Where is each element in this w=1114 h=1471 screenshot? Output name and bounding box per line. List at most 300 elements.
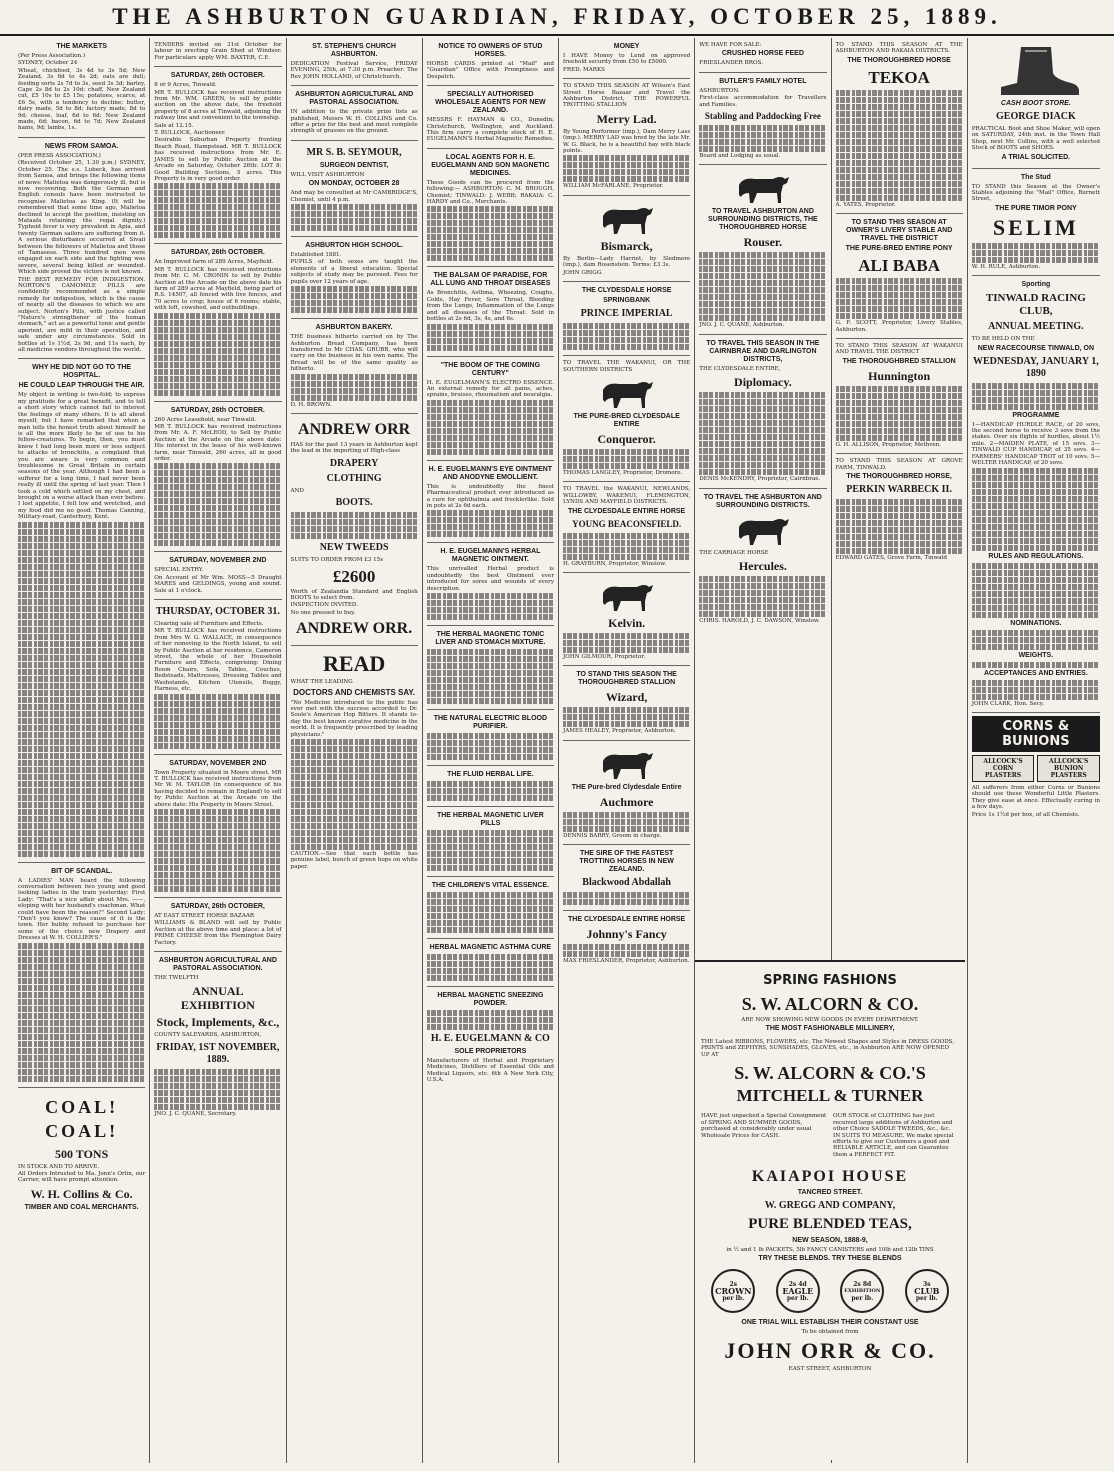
diplomacy-sig: DENIS McKENDRY, Proprietor, Cairnbrae. [699,476,821,483]
coal-orders: All Orders Intrusted to Ma. Jonn's Orlin, our Carrier, will have prompt attention. [18,1171,146,1184]
auction-4-date: SATURDAY, 26th OCTOBER. [170,406,265,414]
boom-ad [427,357,554,461]
dentist-name: MR S. B. SEYMOUR, [306,146,402,158]
auction-5-sub: SPECIAL ENTRY. [154,567,204,574]
column-3 [287,38,423,1463]
tinwald-ad [972,276,1100,713]
agpast-text: IN addition to the private prize lists as published, Messrs W. H. COLLINS and Co. offer a prize for the best and most complete strength of grasses on the ground. [290,109,418,135]
tender-text: TENDERS invited on 31st October for labour in erecting Grain Shed at Windsor. For particulars apply WM. BAXTER, C.E. [154,42,282,61]
bismarck-text: By Berlin—Lady Harriet, by Sledmere (imp.), dam Rosenstein. Terms: £3 3s. [563,255,691,269]
kaiapoi-street: TANCRED STREET. [797,1188,863,1196]
show-ad [154,952,281,1122]
alibaba-ad [836,214,963,339]
auction-8-date: SATURDAY, 26th OCTOBER, [170,902,265,910]
tekoa-intro: TO STAND THIS SEASON AT THE ASHBURTON AND RAKAIA DISTRICTS. [835,42,963,55]
rouser-heading: TO TRAVEL ASHBURTON AND SURROUNDING DISTRICTS, THE THOROUGHBRED HORSE [708,208,818,232]
church-heading: ST. STEPHEN'S CHURCH ASHBURTON. [312,43,396,58]
selim-intro: TO STAND this Season at the Owner's Stables adjoining the "Mail" Office, Burnett Street, [971,183,1100,203]
markets-heading: THE MARKETS [56,43,107,50]
markets-text: Wheat, chickfeed, 3s 4d to 3s 5d; New Zealand, 3s 6d to 4s 2d; oats are dull; feeding sorts 2s 7d to 3s, seed 3s 3d; barley, Cape 2s 8d to 2s 10d; chaff, New Zealand cut, £5 10s to £5 15s; potatoes, scarce, at £6 5s, with a tendency to decline; butter, dairy made, 5d to 8d; factory made, 8d to 9d; cheese, loaf, 6d to 6d; New Zealand made, 6d; bacon, 6d to 7d; New Zealand hams, 9d; lambs, 1s. [18,67,146,132]
auction-3-sub: An Improved farm of 289 Acres, Mayfield. [154,259,274,266]
paradise-text: As Bronchitis, Asthma, Wheezing, Coughs, Colds, Hay Fever, Sore Throat, Bleeding from the Lungs, Inflammation of the Lungs and all diseases of the Throat. Sold in bottles at 2s 6d, 3s, 4s, and 6s. [426,290,554,323]
horse-illustration-icon [597,202,657,236]
tea-name: CLUB [914,1285,940,1296]
crushed-intro: WE HAVE FOR SALE: [699,42,762,48]
scandal-heading: BIT OF SCANDAL. [51,867,113,875]
auction-1-sig: T. BULLOCK, Auctioneer. [154,130,226,137]
kelvin-sig: JOHN GILMOUR, Proprietor. [563,653,646,660]
agpast-ad [291,86,418,141]
auction-4 [154,402,281,553]
bismarck-sig: JOHN GRIGG. [563,269,603,276]
corns-price: Price 1s 1½d per box, of all Chemists. [971,811,1080,818]
paradise-ad [427,267,554,356]
eye-heading: H. E. EUGELMANN'S EYE OINTMENT AND ANODYNE EMOLLIENT. [428,465,553,481]
money-ad [563,38,690,79]
auction-7-text: Town Property situated in Moore street. MR T. BULLOCK has received instructions from Mr W. M. TAYLOR (in consequence of his having decided to remain in England) to sell by Public Auction at the Arcade on the above date: His Property in Moore Street. [154,769,282,808]
tekoa-sig: A. YATES, Proprietor. [835,201,896,208]
coal-heading: COAL! COAL! [45,1096,119,1141]
tea-seal-crown [711,1269,755,1313]
dentist-ad [291,141,418,237]
race-text: 1—HANDICAP HURDLE RACE, of 20 sovs, the second horse to receive 3 sovs from the stakes. Over six flights of hurdles, about 1½ mile. 2—MAIDEN PLATE, of 15 sovs. 3—TINWALD CUP HANDICAP, of 35 sovs. 4—FARMERS' HANDICAP TROT of 10 sovs. 5—WELTER HANDICAP, of 20 sovs. [971,421,1100,467]
school-ad [291,237,418,319]
pills-ad [427,807,554,877]
bismarck-ad [563,196,690,282]
show-date: FRIDAY, 1ST NOVEMBER, 1889. [156,1041,280,1065]
show-annual: ANNUAL EXHIBITION [180,984,255,1013]
orr-ad [291,414,418,646]
hercules-sub: THE CARRIAGE HORSE [699,549,769,556]
hunnington-name: Hunnington [868,368,931,383]
auction-1-text: MR T. BULLOCK has received instructions from Mr. WM. GREEN, to sell by public auction on the above date, the freehold property of 8 acres at Tinwald, adjoining the railway line and convenient to the township. [154,89,282,122]
beaconsfield-name: YOUNG BEACONSFIELD. [572,518,682,529]
merry-lad-sig: WILLIAM McFARLANE, Proprietor. [563,183,664,190]
hospital-subheading: HE COULD LEAP THROUGH THE AIR. [18,382,145,390]
read-sub: WHAT THE LEADING [290,679,353,686]
stud-notice-text: HORSE CARDS printed at "Mail" and "Guardian" Office with Promptness and Despatch. [426,61,554,80]
stud-notice-heading: NOTICE TO OWNERS OF STUD HORSES. [438,43,543,58]
horse-illustration-icon [733,513,793,547]
corns-heading: CORNS & BUNIONS [972,716,1100,752]
tea-seal-exhibition [840,1269,884,1313]
wizard-sig: JAMES HEALEY, Proprietor, Ashburton. [563,728,676,735]
boom-text: H. E. EUGELMANN'S ELECTRO ESSENCE. An external remedy for all pains, aches, sprains, bruises, rheumatism and neuralgia. [426,379,554,399]
blackwood-ad [563,845,690,911]
conqueror-name: Conqueror. [597,431,656,446]
asthma-ad [427,939,554,987]
bakery-sig: D. H. BROWN. [290,401,332,408]
agpast-heading: ASHBURTON AGRICULTURAL AND PASTORAL ASSOCIATION. [295,91,414,107]
boom-heading: "THE BOOM OF THE COMING CENTURY" [440,361,541,377]
rouser-name: Rouser. [743,235,783,250]
column-5 [559,38,695,1463]
conqueror-ad [563,356,690,482]
diplomacy-name: Diplomacy. [734,375,792,390]
church-text: DEDICATION Festival Service, FRIDAY EVENING, 25th, at 7.30 p.m. Preacher: The Rev JOHN HOLLAND, of Christchurch. [290,61,418,80]
fluid-ad [427,766,554,807]
eye-text: This is undoubtedly the finest Pharmaceutical product ever introduced as a cure for ophthalmia and frecklerlike. Sold in pots at 2s 6d each. [426,483,554,509]
church-ad [291,38,418,86]
markets-source: (Per Press Association.) [18,53,86,59]
crushed-heading: CRUSHED HORSE FEED [721,50,804,58]
newspaper-title: THE ASHBURTON GUARDIAN, FRIDAY, OCTOBER 25, 1889. [112,4,1002,29]
blood-ad [427,710,554,766]
coal-tons: 500 TONS [55,1146,109,1161]
stud-notice [427,38,554,86]
children-ad [427,877,554,939]
tea-name: EXHIBITION [844,1287,881,1294]
stabling-heading: Stabling and Paddocking Free [704,111,821,122]
read-text: "No Medicine introduced to the public has ever met with the success accorded to Dr. Soule's American Hop Bitters. It stands to-day the best known curative medicine in the world. It is frequently prescribed by leading physicians." [290,699,418,738]
wizard-heading: TO STAND THIS SEASON THE THOROUGHBRED STALLION [576,671,677,687]
paradise-heading: THE BALSAM OF PARADISE, FOR ALL LUNG AND THROAT DISEASES [430,272,551,288]
column-1 [14,38,150,1463]
selim-name: SELIM [992,214,1079,240]
tea-trial: ONE TRIAL WILL ESTABLISH THEIR CONSTANT USE [741,1319,919,1327]
rules-heading: RULES AND REGULATIONS. [988,552,1084,560]
bottom-ads [695,960,965,1460]
auction-3-date: SATURDAY, 26th OCTOBER. [170,249,265,257]
blackwood-name: Blackwood Abdallah [582,877,671,889]
sneeze-ad [427,987,554,1089]
show-stock: Stock, Implements, &c., [156,1015,280,1030]
johnny-name: Johnny's Fancy [586,927,667,942]
orr-price: £2600 [332,566,376,586]
children-heading: THE CHILDREN'S VITAL ESSENCE. [431,881,550,889]
dentist-text: And may be consulted at Mr CAMBRIDGE'S, Chemist, until 4 p.m. [290,190,418,203]
tea-heading: PURE BLENDED TEAS, [748,1215,912,1232]
perkin-ad [836,454,963,566]
show-grounds: COUNTY SALEYARDS, ASHBURTON, [154,1032,262,1039]
horse-illustration-icon [733,171,793,205]
local-agents-heading: LOCAL AGENTS FOR H. E. EUGELMANN AND SON MAGNETIC MEDICINES. [431,153,550,177]
read-heading: READ [322,651,386,677]
alcorn-sub2: THE MOST FASHIONABLE MILLINERY, [765,1025,895,1033]
show-sig: JNO. J. C. QUANE, Secretary. [154,1110,237,1117]
auchmore-sig: DENNIS BARRY, Groom in charge. [563,832,662,839]
hercules-heading: TO TRAVEL THE ASHBURTON AND SURROUNDING DISTRICTS. [703,493,822,509]
show-assoc: ASHBURTON AGRICULTURAL AND PASTORAL ASSOCIATION. [158,956,277,972]
perkin-heading: THE THOROUGHBRED HORSE, [846,473,952,481]
corns-text: All sufferers from either Corns or Bunions should use these Wonderful Little Plasters. They give ease at once. Effectually curing in a few days. [971,784,1100,811]
merry-lad-intro: TO STAND THIS SEASON AT Wilson's East Street Horse Bazaar and Travel the Ashburton District, THE POWERFUL TROTTING STALLION [563,83,691,109]
proprietor-address: Manufacturers of Herbal and Proprietary Medicines, Distillers of Essential Oils and Medical Liquors, etc. 6th A New York City, U.S.A. [426,1057,554,1084]
alcorn-heading: S. W. ALCORN & CO. [741,994,919,1014]
tea-packets: in ½ and 1 lb PACKETS, 5lb FANCY CANISTERS and 10lb and 12lb TINS [726,1246,934,1253]
hop-bitters-ad [291,646,418,875]
auction-6-text: MR T. BULLOCK has received instructions from Mrs W. G. WALLACE, in consequence of her removing to the North Island, to sell by Public Auction at her residence, Cameron street, the whole of her Household Furniture and Effects, comprising: Dining Room Chairs, Sofa, Tables, Couches, Bedsteads, Mattresses, Dressing Tables and Washstands, Kitchen Utensils, Buggy, Harness, etc. [154,628,282,693]
auction-8 [154,898,281,952]
tender-ad [154,38,281,67]
dentist-will: WILL VISIT ASHBURTON [290,171,365,178]
johnny-heading: THE CLYDESDALE ENTIRE HORSE [568,916,686,924]
samoa-heading: NEWS FROM SAMOA. [44,142,119,150]
proprietor-sole: SOLE PROPRIETORS [454,1047,527,1055]
tea-unit: per lb. [722,1294,745,1302]
tea-price: 3s [922,1280,931,1288]
hunnington-heading: THE THOROUGHBRED STALLION [842,357,956,365]
tinwald-date: WEDNESDAY, JANUARY 1, 1890 [972,355,1099,379]
herbal-ad [427,543,554,626]
johnny-ad [563,911,690,969]
alibaba-name: ALI BABA [858,256,940,276]
hospital-text: My object in writing is two-fold; to express my gratitude for a great benefit, and to tell a short story which cannot fail to interest the feelings of many others. It is all about myself, but I have remarked that when a man tells the honest truth about himself he is all the more likely to be of use to his fellow-creatures. To begin, then, you must know I had long been more or less subject to attacks of bronchitis, a complaint that you are aware is very common and troublesome in Great Britain in certain seasons of the year. Although I had been a sufferer for a long time, I had never been really ill until the spring of last year. Then I took a cold which settled on my chest, and brought on a worse attack than ever before. I lost appetite, I felt low and wretched, and my food did me no good. Thomas Canning, Military-road, Canterbury, Kent. [18,392,146,521]
proprietor-name: H. E. EUGELMANN & CO [430,1032,550,1044]
auction-6 [154,600,281,754]
tekoa-heading: THE THOROUGHBRED HORSE [847,56,951,64]
auction-1-date: SATURDAY, 26th OCTOBER. [170,72,265,80]
corn-plaster-pack: ALLCOCK'S CORN PLASTERS [972,755,1035,782]
nominations-heading: NOMINATIONS. [1010,619,1062,627]
beaconsfield-heading: THE CLYDESDALE ENTIRE HORSE [568,507,686,515]
orr-name: ANDREW ORR [298,420,411,438]
conqueror-intro: TO TRAVEL THE WAKANUI, OR THE SOUTHERN DISTRICTS [563,360,691,373]
alibaba-heading: THE PURE-BRED ENTIRE PONY [845,245,953,253]
bakery-ad [291,319,418,414]
butler-place: ASHBURTON. [699,87,740,94]
diplomacy-sub: THE CLYDESDALE ENTIRE, [699,365,781,372]
column-8 [968,38,1104,1463]
hercules-ad [699,489,826,630]
auction-6-sub: Clearing sale of Furniture and Effects. [154,621,264,628]
boot-store-title: CASH BOOT STORE. [1000,100,1071,107]
dentist-date: ON MONDAY, OCTOBER 28 [308,180,400,188]
auction-6-date: THURSDAY, OCTOBER 31. [155,606,280,618]
butler-ad [699,73,826,166]
orr-tweeds: NEW TWEEDS [319,542,389,554]
auction-1-sale: Sale at 12.15. [154,122,194,129]
tea-price: 2s 8d [853,1280,872,1288]
tea-season: NEW SEASON, 1888-9, [792,1236,868,1244]
orr-press: No one pressed to buy. [290,609,356,616]
alcorn-text: THE Latest RIBBONS, FLOWERS, etc. The Newest Shapes and Styles in DRESS GOODS, PRINTS and ZEPHYRS, SUNSHADES, GLOVES, etc., in Ashburton ARE NOW OPENED UP AT [701,1039,955,1058]
samoa-article [18,138,145,360]
alibaba-sig: G. F. SCOTT, Proprietor, Livery Stables, Ashburton. [835,320,963,333]
agents-text: MESSRS F. HAYMAN & CO., Dunedin; Christchurch, Wellington, and Auckland. This firm carry a complete stock of H. E. EUGELMANN'S Herbal Magnetic Remedies. [426,117,554,143]
auction-3-text: MR T. BULLOCK has received instructions from Mr. C. M. CRONIN to sell by Public Auction at the Arcade on the above date his farm of 289 acres at Mayfield, being part of R.S. 14507, all fenced with live fences, and 70 acres to crop; house of 6 rooms; stable, with loft, cowshed, and outbuildings. [154,266,282,312]
prince-heading: THE CLYDESDALE HORSE [581,287,672,295]
tea-price: 2s [729,1280,738,1288]
butler-text: First-class accommodation for Travellers and Families. [699,95,827,108]
diplomacy-heading: TO TRAVEL THIS SEASON IN THE CAIRNBRAE AND DARLINGTON DISTRICTS, [706,339,820,363]
perkin-intro: TO STAND THIS SEASON AT GROVE FARM, TINWALD. [835,458,963,471]
john-orr-heading: JOHN ORR & CO. [724,1337,936,1363]
tinwald-course: NEW RACECOURSE TINWALD, ON [977,344,1095,352]
acceptances-heading: ACCEPTANCES AND ENTRIES. [983,669,1088,677]
scandal-article [18,863,145,1088]
kelvin-name: Kelvin. [608,615,646,630]
scandal-text: A LADIES' MAN heard the following conversation between two young and good looking ladies in the train yesterday: First Lady: "That's a nice affair about Mrs. ——, eloping with her husband's coachman. What could have been the reason?" Second Lady: "Don't you know? The cause of it is the town. Her hubby refused to purchase her some of the choice new Drapery and Dresses at W. H. COLLIER'S." [18,877,146,942]
caution-text: CAUTION.—See that each bottle has genuine label, bunch of green hops on white paper. [290,851,418,870]
auction-5 [154,552,281,600]
sporting-label: Sporting [1021,281,1051,289]
orr-text: HAS for the past 13 years in Ashburton kept the lead in the importing of High-class [290,441,418,455]
butler-board: Board and Lodging as usual. [699,153,781,160]
coal-ad [18,1088,145,1218]
auction-2-text: Desirable Suburban Property fronting Beach Road, Hampstead. MR T. BULLOCK has received instructions from Mr. E. JAMES to sell by Public Auction at the Arcade on Saturday, October 26th: LOT 8: Good Building Sections, 5 acres. This Property is in very good order. [154,137,282,182]
remedy-text: THE BEST REMEDY FOR INDIGESTION. NORTON'S CAMOMILE PILLS are confidently recommended as a simple remedy for indigestion, which is the cause of nearly all the diseases to which we are subject. Norton's Pills, with justice called "Nature's strengthener of the human stomach," act as a powerful tonic and gentle aperient, are mild in their operation, and safe under any circumstances. Sold in bottles at 1s 1½d, 2s 9d, and 11s each, by all medicine vendors throughout the world. [18,276,146,354]
coal-firm: W. H. Collins & Co. [30,1186,133,1201]
auction-7 [154,755,281,898]
bismarck-name: Bismarck, [600,238,653,253]
conqueror-sig: THOMAS LANGLEY, Proprietor, Dromore. [563,469,683,476]
conqueror-heading: THE PURE-BRED CLYDESDALE ENTIRE [573,412,680,428]
dentist-role: SURGEON DENTIST, [319,161,389,169]
bakery-text: THE business hitherto carried on by The Ashburton Bread Company, has been transferred to Mr CHAS. GRUBB, who will carry on the business in his own name. The Bread will be of the same quality as hitherto. [290,334,418,373]
crushed-ad [699,38,826,73]
boot-illustration-icon [991,43,1081,98]
column-4 [423,38,559,1463]
weights-heading: WEIGHTS. [1018,651,1054,659]
perkin-sig: EDWARD GATES, Grove Farm, Tinwald [835,555,948,562]
selim-heading: THE PURE TIMOR PONY [995,204,1077,212]
tea-blend-row [701,1269,959,1313]
school-text: PUPILS of both sexes are taught the elements of a liberal education. Special subjects of study may be pursued. Fees for pupils over 12 years of age. [290,259,418,285]
kelvin-ad [563,573,690,666]
diack-name: GEORGE DIACK [996,111,1076,122]
merry-lad-text: By Young Performer (imp.), Dam Merry Lass (imp.). MERRY LAD was bred by the late Mr. W. G. Black, he is a beautiful bay with black points. [563,128,691,155]
asthma-heading: HERBAL MAGNETIC ASTHMA CURE [429,943,552,951]
tinwald-annual: ANNUAL MEETING. [988,321,1084,333]
school-heading: ASHBURTON HIGH SCHOOL. [305,242,404,250]
east-street: EAST STREET, ASHBURTON [788,1365,872,1372]
hospital-heading: WHY HE DID NOT GO TO THE HOSPITAL. [32,364,132,380]
orr-boots: BOOTS. [335,497,373,509]
auction-4-sub: 260 Acres Leasehold, near Tinwald. [154,416,257,423]
mitchell-body [701,1108,959,1164]
auction-4-text: MR T. BULLOCK has received instructions from Mr. A. F. McLEOD, to Sell by Public Auction at the Arcade on the above date: His interest in the lease of his well-known farm, near Tinwald, 260 acres, all in good order. [154,423,282,462]
school-established: Established 1881. [290,252,342,259]
tea-name: EAGLE [782,1285,814,1296]
merry-lad-ad [563,79,690,196]
stud-section-label: The Stud [1020,173,1051,181]
trial-text: A TRIAL SOLICITED. [1001,153,1071,161]
clothing-text: OUR STOCK of CLOTHING has just received large additions of Ashburton and other Choice SADDLE TWEEDS, &c., &c. IN SUITS TO MEASURE. We make special efforts to give our Customers a good and RELIABLE ARTICLE, and can Guarantee them a PERFECT FIT. [833,1113,954,1158]
tea-try: TRY THESE BLENDS. TRY THESE BLENDS [758,1255,902,1263]
prince-ad [563,282,690,356]
auction-5-date: SATURDAY, NOVEMBER 2ND [169,557,267,565]
tea-unit: per lb. [851,1294,874,1302]
local-agents-text: These Goods can be procured from the following:— ASHBURTON: C. M. BROUGH, Chemist; TINWALD: J. WEBB; RAKAIA: C. HARDY and Co., Merchants. [426,179,554,206]
boot-store-ad [972,38,1100,169]
hospital-article [18,359,145,862]
beaconsfield-sig: H. GRAYBURN, Proprietor, Winslow. [563,560,667,567]
auction-7-date: SATURDAY, NOVEMBER 2ND [169,759,267,767]
auction-1 [154,67,281,244]
auction-3 [154,244,281,401]
crushed-sig: FRIESLANDER BROS. [699,60,763,67]
alcorns-heading: S. W. ALCORN & CO.'S [734,1062,926,1083]
beaconsfield-ad [563,482,690,573]
wizard-name: Wizard, [605,690,648,705]
coal-stock: IN STOCK AND TO ARRIVE. [18,1163,100,1170]
tea-obtained: To be obtained from [801,1329,859,1336]
herbal-heading: H. E. EUGELMANN'S HERBAL MAGNETIC OINTMENT. [440,548,541,564]
samoa-text: (Received October 25, 1.30 p.m.) SYDNEY, October 25. The s.s. Lubeck, has arrived from Samoa, and brings the following items of news: Malietoa was dangerously ill, but is now recovering. Both the German and English consuls have been instructed to recognise Malietoa as King. (It will be remembered that some time ago, Malietoa declined to accept the position, insisting on Mataafa retaining the regal dignity.) Typhoid fever is very prevalent in Apia, and twenty German sailors are suffering from it. A serious disturbance occurred at Sivaii between the followers of Malietoa and those of Tamasese. Three hundred men were engaged on each side and the fighting was severe, several being killed or wounded. Which side proved the victors is not known. [18,160,146,276]
rouser-ad [699,165,826,334]
gregg-heading: W. GREGG AND COMPANY, [764,1199,896,1211]
diplomacy-ad [699,335,826,489]
auction-8-text: WILLIAMS & BLAND will sell by Public Auction at the above time and place: a lot of PRIME CHEESE from the Flemington Dairy Factory. [154,920,282,946]
agents-ad [427,86,554,149]
auction-1-sub: 8 or 9 Acres, Tinwald. [154,82,217,89]
wizard-ad [563,666,690,740]
sneeze-heading: HERBAL MAGNETIC SNEEZING POWDER. [437,991,544,1007]
selim-ad [972,169,1100,277]
plaster-box [972,755,1100,782]
read-docs: DOCTORS AND CHEMISTS SAY. [293,687,416,697]
prince-sub: SPRINGBANK [603,297,651,305]
tea-seal-eagle [776,1269,820,1313]
liver-ad [427,626,554,710]
blackwood-heading: THE SIRE OF THE FASTEST TROTTING HORSES IN NEW ZEALAND. [579,850,674,874]
prince-name: PRINCE IMPERIAL [580,308,673,320]
hunnington-intro: TO STAND THIS SEASON AT WAKANUI AND TRAVEL THE DISTRICT [835,343,963,356]
auction-8-sub: AT EAST STREET HORSE BAZAAR [154,912,255,919]
hunnington-sig: G. H. ALLISON, Proprietor, Methven. [835,441,942,448]
herbal-text: This unrivalled Herbal product is undoubtedly the best Ointment ever introduced for sores and wounds of every description. [426,566,554,592]
orr-invite: INSPECTION INVITED. [290,602,358,609]
tea-unit: per lb. [786,1294,809,1302]
beaconsfield-intro: TO TRAVEL the WAKANUI, NEWLANDS, WILLOWBY, WAKENUI, FLEMINGTON, LYNDS AND MAYFIELD DISTRICTS. [563,486,691,506]
hercules-name: Hercules. [738,559,787,574]
hunnington-ad [836,339,963,454]
markets-dateline: SYDNEY, October 24 [18,60,78,67]
butler-heading: BUTLER'S FAMILY HOTEL [719,77,807,85]
mitchell-heading: MITCHELL & TURNER [736,1085,924,1105]
auction-5-text: On Account of Mr Wm. MOSS—5 Draught MARES and GELDINGS, young and sound. Sale at 1 o'clock. [154,574,282,594]
johnny-sig: MAX FRIESLANDER, Proprietor, Ashburton. [563,958,690,965]
money-sig: FRED. MARKS [563,66,606,73]
alcorn-sub: ARE NOW SHOWING NEW GOODS IN EVERY DEPARTMENT. [741,1017,919,1023]
money-text: I HAVE Money to Lend on approved freehold security from £50 to £5000. [563,53,691,66]
local-agents-ad [427,149,554,268]
horse-illustration-icon [597,579,657,613]
auchmore-name: Auchmore [599,794,654,809]
orr-drapery: DRAPERY [329,457,379,469]
samoa-source: (PER PRESS ASSOCIATION.) [18,152,101,159]
tea-name: CROWN [715,1285,752,1296]
kaiapoi-heading: KAIAPOI HOUSE [751,1167,909,1185]
orr-clothing: CLOTHING [326,472,382,484]
pills-heading: THE HERBAL MAGNETIC LIVER PILLS [436,811,544,827]
tekoa-ad [836,38,963,214]
markets-article [18,38,145,138]
tea-seal-club [905,1269,949,1313]
agents-heading: SPECIALLY AUTHORISED WHOLESALE AGENTS FOR NEW ZEALAND. [435,91,546,115]
tinwald-heading: TINWALD RACING CLUB, [985,292,1086,318]
tea-price: 2s 4d [788,1280,807,1288]
orr-suits: SUITS TO ORDER FROM £3 15s [290,557,384,564]
auchmore-heading: THE Pure-bred Clydesdale Entire [571,783,682,791]
tekoa-name: TEKOA [868,67,930,87]
alibaba-intro: TO STAND THIS SEASON AT OWNER'S LIVERY STABLE AND TRAVEL THE DISTRICT [845,219,953,243]
spring-fashions-banner: SPRING FASHIONS [763,973,897,988]
bakery-heading: ASHBURTON BAKERY. [315,324,393,332]
programme-heading: PROGRAMME [1012,411,1060,419]
merry-lad-name: Merry Lad. [596,111,657,126]
corns-ad [972,713,1100,823]
bunion-plaster-pack: ALLCOCK'S BUNION PLASTERS [1037,755,1100,782]
eye-ad [427,461,554,544]
liver-heading: THE HERBAL MAGNETIC TONIC LIVER AND STOMACH MIXTURE. [435,630,546,646]
auchmore-ad [563,741,690,845]
orr-name-2: ANDREW ORR. [296,620,413,638]
masthead [0,0,1114,36]
show-twelfth: THE TWELFTH [154,974,199,981]
selim-sig: W. H. RULE, Ashburton. [971,263,1041,270]
